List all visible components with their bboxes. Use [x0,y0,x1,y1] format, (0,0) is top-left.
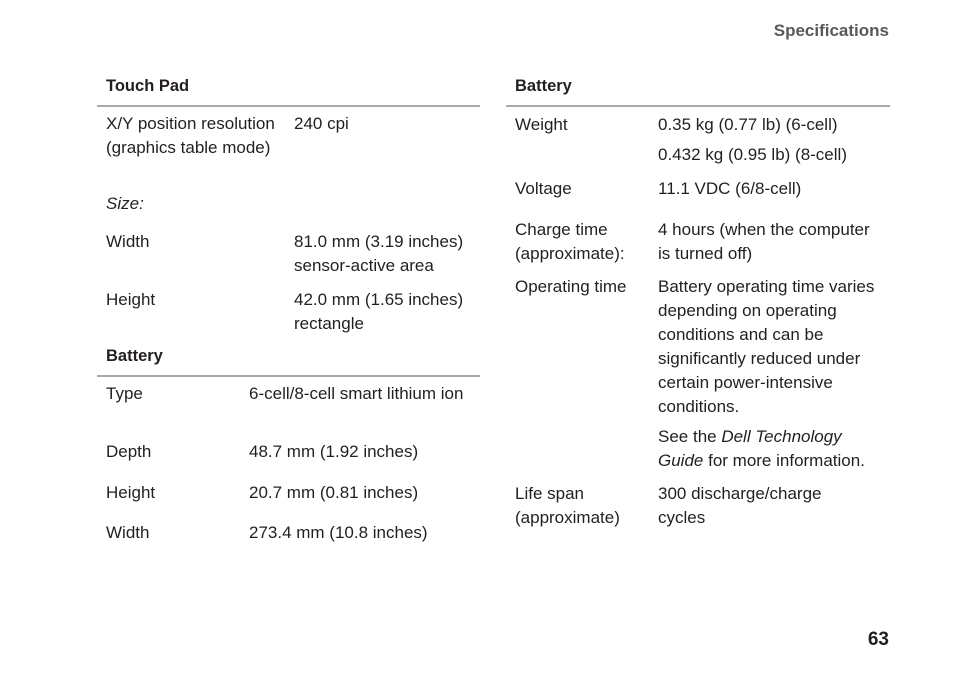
xy-resolution-value: 240 cpi [294,114,349,133]
operating-time-value: Battery operating time varies depending on operating conditions and can be significantly reduced under certain power-intensive conditions. [658,277,875,416]
battery-dimensions-heading: Battery [106,347,163,365]
touchpad-heading: Touch Pad [106,77,190,95]
battery-width-label: Width [106,523,150,542]
battery-height-value: 20.7 mm (0.81 inches) [249,483,419,502]
weight-value-8cell: 0.432 kg (0.95 lb) (8-cell) [658,145,847,164]
battery-dimensions-rule [97,375,480,377]
operating-time-label: Operating time [515,277,627,296]
touchpad-width-value: 81.0 mm (3.19 inches) sensor-active area [294,232,464,275]
running-header: Specifications [773,21,889,40]
battery-type-label: Type [106,384,143,403]
battery-depth-value: 48.7 mm (1.92 inches) [249,442,419,461]
charge-time-value: 4 hours (when the computer is turned off) [658,220,870,263]
see-guide-suffix: for more information. [703,451,865,470]
see-guide-prefix: See the [658,427,722,446]
touchpad-width-label: Width [106,232,150,251]
technology-guide-title: Dell Technology Guide [658,427,842,470]
see-guide-note [658,425,886,473]
life-span-label: Life span (approximate) [515,484,620,527]
size-label: Size: [106,194,144,213]
touchpad-rule [97,105,480,107]
weight-value-6cell: 0.35 kg (0.77 lb) (6-cell) [658,115,838,134]
battery-specs-rule [506,105,890,107]
touchpad-height-value: 42.0 mm (1.65 inches) rectangle [294,290,464,333]
life-span-value: 300 discharge/charge cycles [658,484,822,527]
battery-depth-label: Depth [106,442,152,461]
battery-width-value: 273.4 mm (10.8 inches) [249,523,428,542]
voltage-label: Voltage [515,179,572,198]
voltage-value: 11.1 VDC (6/8-cell) [658,179,802,198]
charge-time-label: Charge time (approximate): [515,220,625,263]
touchpad-height-label: Height [106,290,156,309]
xy-resolution-label: X/Y position resolution (graphics table mode) [106,114,275,157]
battery-specs-heading: Battery [515,77,572,95]
page-number: 63 [867,629,889,650]
battery-type-value: 6-cell/8-cell smart lithium ion [249,384,464,403]
battery-height-label: Height [106,483,156,502]
weight-label: Weight [515,115,568,134]
